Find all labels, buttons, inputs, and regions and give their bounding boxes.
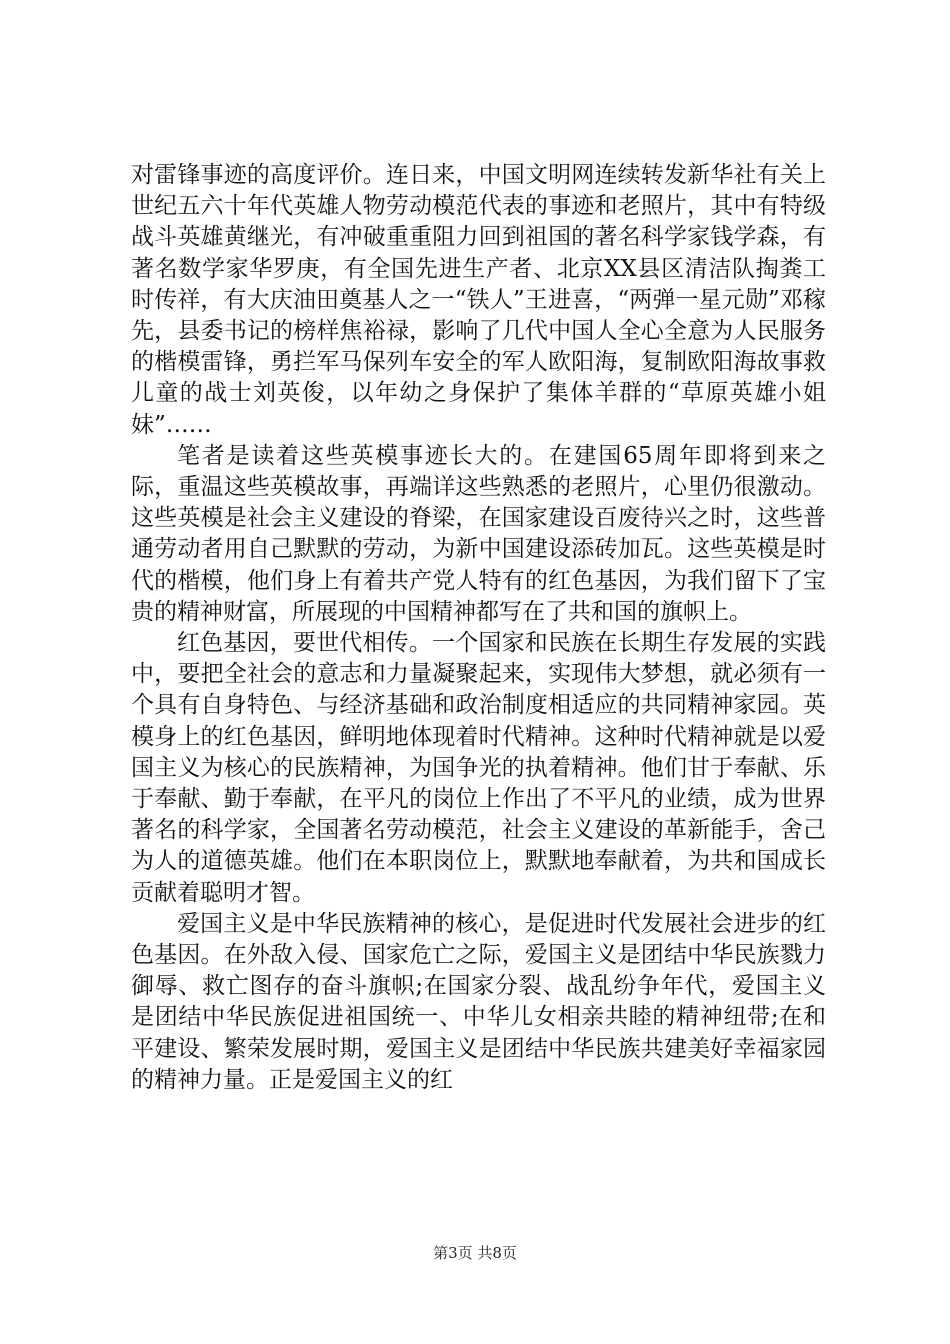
document-body xyxy=(131,160,826,1096)
page-number-footer: 第3页 共8页 xyxy=(433,1244,517,1262)
paragraph: 笔者是读着这些英模事迹长大的。在建国65周年即将到来之际，重温这些英模故事，再端详这些熟悉的老照片，心里仍很激动。这些英模是社会主义建设的脊梁，在国家建设百废待兴之时，这些普通劳动者用自己默默的劳动，为新中国建设添砖加瓦。这些英模是时代的楷模，他们身上有着共产党人特有的红色基因，为我们留下了宝贵的精神财富，所展现的中国精神都写在了共和国的旗帜上。 xyxy=(131,442,826,625)
paragraph-continued: 对雷锋事迹的高度评价。连日来，中国文明网连续转发新华社有关上世纪五六十年代英雄人物劳动模范代表的事迹和老照片，其中有特级战斗英雄黄继光，有冲破重重阻力回到祖国的著名科学家钱学森，有著名数学家华罗庚，有全国先进生产者、北京XX县区清洁队掏粪工时传祥，有大庆油田奠基人之一“铁人”王进喜，“两弹一星元勋”邓稼先，县委书记的榜样焦裕禄，影响了几代中国人全心全意为人民服务的楷模雷锋，勇拦军马保列车安全的军人欧阳海，复制欧阳海故事救儿童的战士刘英俊，以年幼之身保护了集体羊群的“草原英雄小姐妹”…… xyxy=(131,162,826,438)
paragraph: 红色基因，要世代相传。一个国家和民族在长期生存发展的实践中，要把全社会的意志和力量凝聚起来，实现伟大梦想，就必须有一个具有自身特色、与经济基础和政治制度相适应的共同精神家园。英模身上的红色基因，鲜明地体现着时代精神。这种时代精神就是以爱国主义为核心的民族精神，为国争光的执着精神。他们甘于奉献、乐于奉献、勤于奉献，在平凡的岗位上作出了不平凡的业绩，成为世界著名的科学家，全国著名劳动模范，社会主义建设的革新能手，舍己为人的道德英雄。他们在本职岗位上，默默地奉献着，为共和国成长贡献着聪明才智。 xyxy=(131,630,826,906)
paragraph: 爱国主义是中华民族精神的核心，是促进时代发展社会进步的红色基因。在外敌入侵、国家危亡之际，爱国主义是团结中华民族戮力御辱、救亡图存的奋斗旗帜;在国家分裂、战乱纷争年代，爱国主义是团结中华民族促进祖国统一、中华儿女相亲共睦的精神纽带;在和平建设、繁荣发展时期，爱国主义是团结中华民族共建美好幸福家园的精神力量。正是爱国主义的红 xyxy=(131,910,826,1093)
